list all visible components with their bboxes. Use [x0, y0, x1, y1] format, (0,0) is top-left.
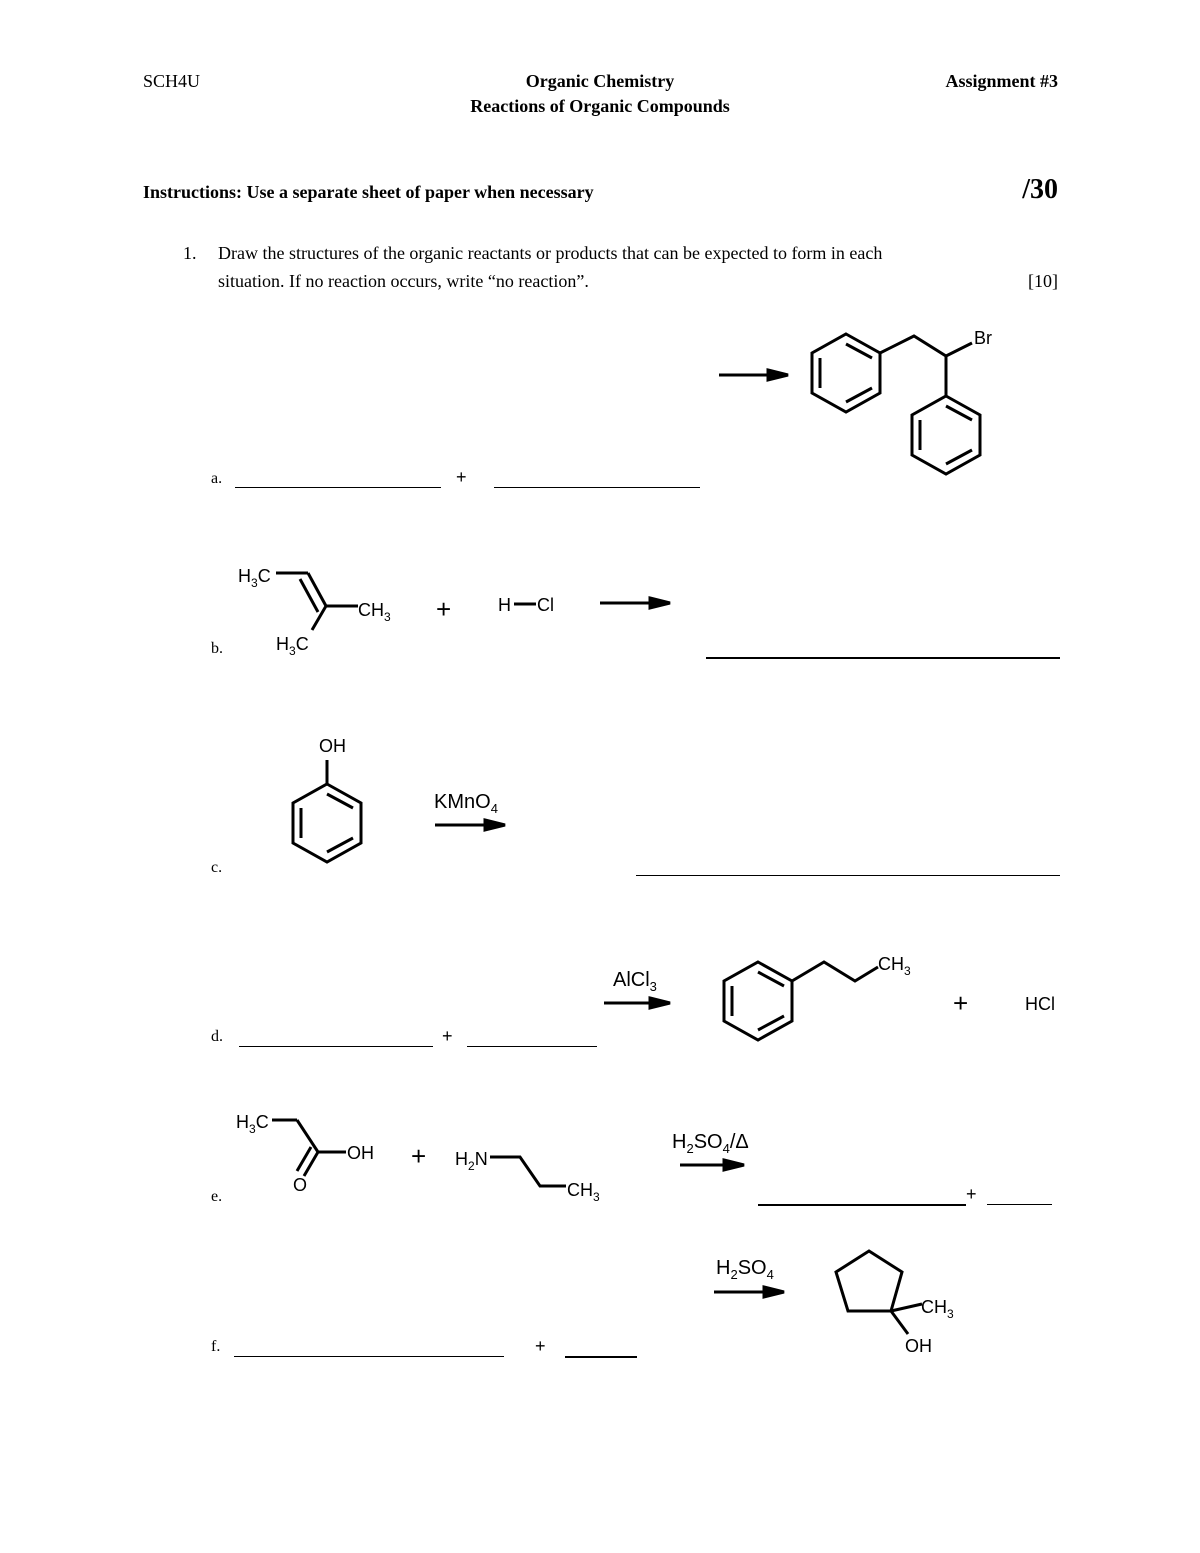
part-d-label: d. [211, 1028, 223, 1045]
course-code: SCH4U [143, 71, 201, 91]
question-text-line2: situation. If no reaction occurs, write “no reaction”. [218, 271, 589, 291]
part-f-ch3-bond [891, 1304, 922, 1311]
total-marks: /30 [1022, 174, 1058, 205]
part-a-bromine: Br [974, 328, 992, 348]
part-f-cyclopentane-ring [836, 1251, 902, 1311]
part-f-ch3: $CH_3$ [921, 1297, 954, 1321]
part-d-catalyst: AlCl$_3$ [613, 969, 657, 994]
part-c-reagent: KMnO$_4$ [434, 791, 498, 816]
part-e-label: e. [211, 1188, 223, 1205]
part-d-ch3: $CH_3$ [878, 954, 911, 978]
part-f-catalyst: $H_2SO_4$ [716, 1257, 774, 1282]
page-subtitle: Reactions of Organic Compounds [470, 96, 730, 116]
part-b-plus: + [436, 594, 452, 624]
question-marks: [10] [1028, 271, 1058, 291]
question-number: 1. [183, 243, 197, 263]
instructions-text: Instructions: Use a separate sheet of paper when necessary [143, 182, 594, 202]
part-e-h3c: $H_3C$ [236, 1112, 269, 1136]
page-title: Organic Chemistry [525, 71, 675, 91]
part-e-hydroxyl: OH [347, 1143, 374, 1163]
part-d-plus: + [442, 1026, 453, 1046]
part-a-plus: + [456, 467, 467, 487]
part-b-label: b. [211, 640, 223, 657]
part-f-arrow-head [764, 1287, 784, 1297]
part-e-plus: + [411, 1141, 427, 1171]
part-d-plus-2: + [953, 988, 969, 1018]
part-b-hydrogen: H [498, 595, 511, 615]
question-text-line1: Draw the structures of the organic reactants or products that can be expected to form in each [218, 243, 883, 263]
part-b-h3c-top: $H_3C$ [238, 566, 271, 590]
part-c-hydroxyl: OH [319, 736, 346, 756]
part-f-label: f. [211, 1338, 221, 1355]
svg-text:H2N: $H_2N$ [455, 1149, 488, 1173]
part-b-chlorine: Cl [537, 595, 554, 615]
part-c-label: c. [211, 859, 223, 876]
part-e-ch3: $CH_3$ [567, 1180, 600, 1204]
part-f-oh-bond [891, 1311, 908, 1334]
part-e-catalyst: $H_2SO_4/\Delta$ [672, 1131, 749, 1156]
part-b-ch3: $CH_3$ [358, 600, 391, 624]
part-d-hcl: HCl [1025, 994, 1055, 1014]
part-a-label: a. [211, 470, 223, 487]
part-e-plus-2: + [966, 1184, 977, 1204]
part-f-plus: + [535, 1336, 546, 1356]
part-f-hydroxyl: OH [905, 1336, 932, 1356]
part-e-oxygen: O [293, 1175, 308, 1195]
assignment-number: Assignment #3 [945, 71, 1058, 91]
part-b-h3c-bottom: $H_3C$ [276, 634, 309, 658]
